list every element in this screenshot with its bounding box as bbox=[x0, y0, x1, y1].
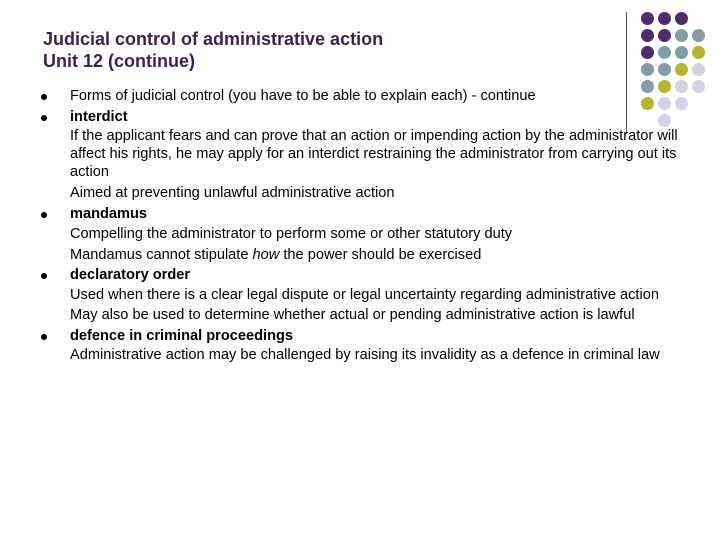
dot-teal bbox=[692, 29, 705, 42]
dot-purple bbox=[641, 29, 654, 42]
dot-teal bbox=[641, 63, 654, 76]
dot-olive bbox=[675, 63, 688, 76]
declaratory-text-2: May also be used to determine whether actual or pending administrative action is lawful bbox=[70, 306, 635, 323]
mandamus-text-2 bbox=[70, 245, 680, 266]
mandamus-text-2-before: Mandamus cannot stipulate bbox=[70, 246, 253, 263]
bullet-intro: Forms of judicial control (you have to be able to explain each) - continue bbox=[70, 86, 680, 107]
dot-purple bbox=[675, 12, 688, 25]
defence-text-1: Administrative action may be challenged by raising its invalidity as a defence in criminal law bbox=[70, 347, 660, 363]
bullet-declaratory-heading: declaratory order bbox=[70, 265, 680, 286]
dot-olive bbox=[692, 46, 705, 59]
title-line-1: Judicial control of administrative action bbox=[43, 29, 384, 49]
dot-teal bbox=[675, 46, 688, 59]
dot-teal bbox=[658, 46, 671, 59]
interdict-text-2: Aimed at preventing unlawful administrative action bbox=[70, 185, 395, 201]
interdict-text-1: If the applicant fears and can prove that an action or impending action by the administrator will affect his rights, he may apply for an interdict restraining the administrator from carrying out its action bbox=[70, 128, 678, 180]
dot-purple bbox=[641, 46, 654, 59]
dot-purple bbox=[658, 29, 671, 42]
declaratory-text-1: Used when there is a clear legal dispute or legal uncertainty regarding administrative action bbox=[70, 286, 659, 303]
bullet-mandamus-heading: mandamus bbox=[70, 204, 680, 225]
dot-teal bbox=[675, 29, 688, 42]
bullet-defence-heading: defence in criminal proceedings bbox=[70, 326, 680, 347]
dot-purple bbox=[641, 12, 654, 25]
title-line-2: Unit 12 (continue) bbox=[43, 51, 195, 71]
dot-lavender bbox=[692, 80, 705, 93]
mandamus-text-2-after: the power should be exercised bbox=[279, 246, 482, 263]
dot-teal bbox=[658, 63, 671, 76]
slide-body bbox=[70, 86, 680, 366]
bullet-interdict-heading: interdict bbox=[70, 107, 680, 128]
dot-lavender bbox=[692, 63, 705, 76]
mandamus-text-2-emphasis: how bbox=[252, 246, 280, 263]
dot-purple bbox=[658, 12, 671, 25]
mandamus-text-1: Compelling the administrator to perform some or other statutory duty bbox=[70, 226, 513, 242]
